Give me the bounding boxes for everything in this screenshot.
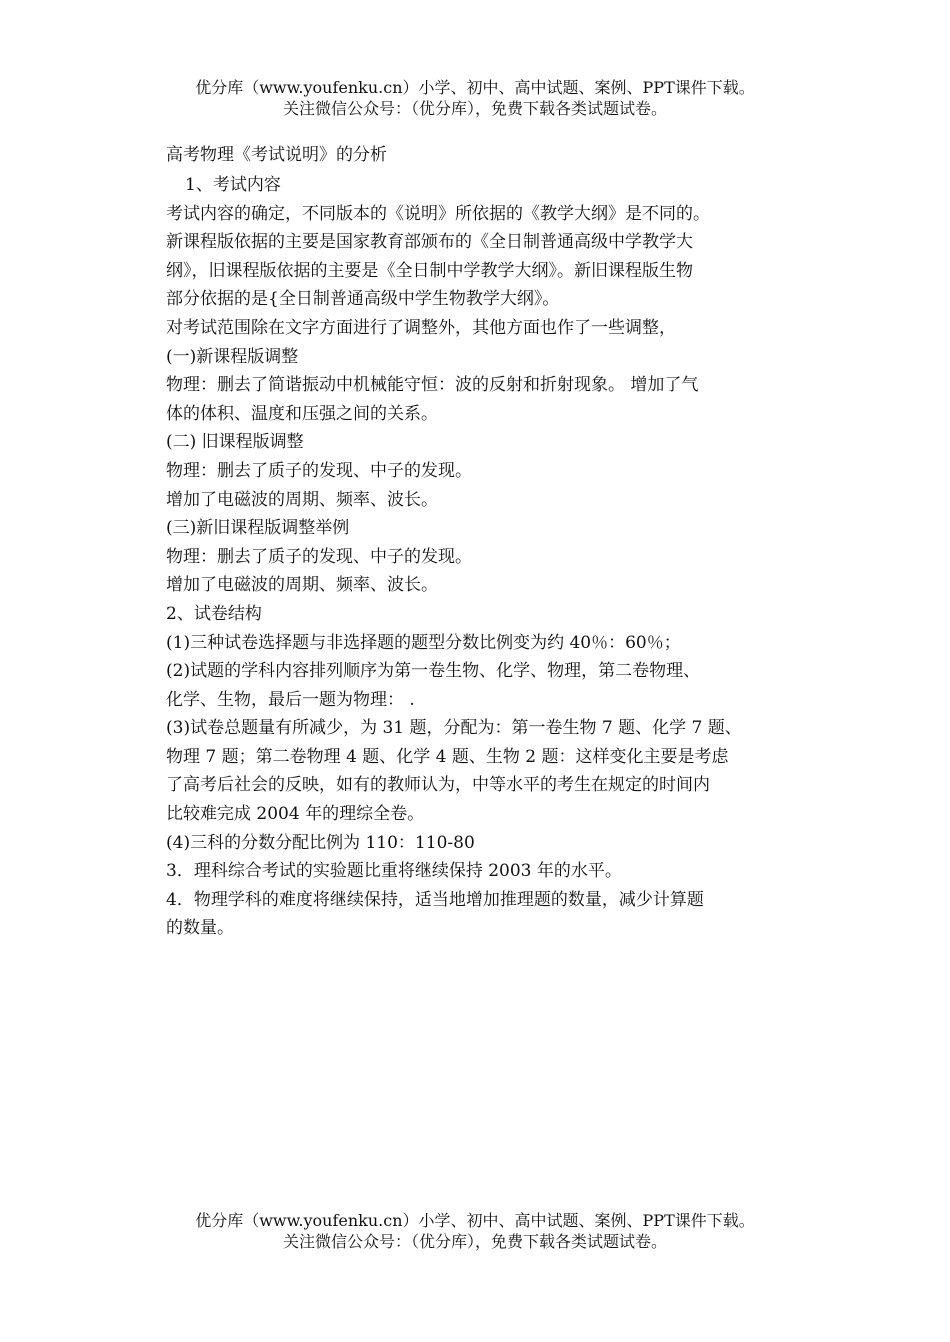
subsection-heading-examples: (三)新旧课程版调整举例 bbox=[166, 518, 350, 539]
header-line-2: 关注微信公众号：（优分库），免费下载各类试题试卷。 bbox=[282, 99, 667, 118]
paragraph-line: (1)三种试卷选择题与非选择题的题型分数比例变为约 40％：60％； bbox=[166, 632, 681, 653]
paragraph-line: 体的体积、温度和压强之间的关系。 bbox=[166, 403, 438, 424]
paragraph-line: 物理：删去了简谐振动中机械能守恒：波的反射和折射现象。 增加了气 bbox=[166, 375, 699, 396]
paragraph-line: 部分依据的是{全日制普通高级中学生物教学大纲》。 bbox=[166, 289, 560, 310]
paragraph-line: 物理：删去了质子的发现、中子的发现。 bbox=[166, 460, 472, 481]
document-body bbox=[166, 143, 806, 943]
paragraph-line: (2)试题的学科内容排列顺序为第一卷生物、化学、物理，第二卷物理、 bbox=[166, 661, 701, 682]
paragraph-line: 化学、生物，最后一题为物理： . bbox=[166, 689, 415, 710]
paragraph-line: 的数量。 bbox=[166, 918, 234, 939]
paragraph-line: 物理 7 题；第二卷物理 4 题、化学 4 题、生物 2 题：这样变化主要是考虑 bbox=[166, 746, 729, 767]
paragraph-line: (3)试卷总题量有所减少，为 31 题，分配为：第一卷生物 7 题、化学 7 题、 bbox=[166, 718, 742, 739]
paragraph-line: 增加了电磁波的周期、频率、波长。 bbox=[166, 575, 438, 596]
paragraph-line: 了高考后社会的反映，如有的教师认为，中等水平的考生在规定的时间内 bbox=[166, 775, 710, 796]
document-title: 高考物理《考试说明》的分析 bbox=[166, 145, 387, 165]
page-footer bbox=[0, 1210, 950, 1252]
section-heading-paper-structure: 2、试卷结构 bbox=[166, 603, 262, 624]
paragraph-line: 对考试范围除在文字方面进行了调整外，其他方面也作了一些调整， bbox=[166, 317, 676, 338]
paragraph-line: 比较难完成 2004 年的理综全卷。 bbox=[166, 804, 425, 825]
paragraph-line: 3．理科综合考试的实验题比重将继续保持 2003 年的水平。 bbox=[166, 861, 622, 882]
section-heading-exam-content: 1、考试内容 bbox=[185, 175, 281, 195]
paragraph-line: 增加了电磁波的周期、频率、波长。 bbox=[166, 489, 438, 510]
subsection-heading-old-curriculum: (二) 旧课程版调整 bbox=[166, 432, 304, 453]
footer-line-2: 关注微信公众号：（优分库），免费下载各类试题试卷。 bbox=[282, 1232, 667, 1251]
page-header bbox=[0, 77, 950, 119]
paragraph-line: 新课程版依据的主要是国家教育部颁布的《全日制普通高级中学教学大 bbox=[166, 232, 693, 253]
subsection-heading-new-curriculum: (一)新课程版调整 bbox=[166, 346, 299, 367]
paragraph-line: 4．物理学科的难度将继续保持，适当地增加推理题的数量，减少计算题 bbox=[166, 889, 704, 910]
header-line-1: 优分库（www.youfenku.cn）小学、初中、高中试题、案例、PPT课件下载。 bbox=[195, 78, 755, 97]
paragraph-line: 纲》，旧课程版依据的主要是《全日制中学教学大纲》。新旧课程版生物 bbox=[166, 260, 693, 281]
footer-line-1: 优分库（www.youfenku.cn）小学、初中、高中试题、案例、PPT课件下载。 bbox=[195, 1211, 755, 1230]
paragraph-line: (4)三科的分数分配比例为 110：110-80 bbox=[166, 832, 475, 853]
paragraph-line: 物理：删去了质子的发现、中子的发现。 bbox=[166, 546, 472, 567]
paragraph-line: 考试内容的确定，不同版本的《说明》所依据的《教学大纲》是不同的。 bbox=[166, 203, 710, 224]
